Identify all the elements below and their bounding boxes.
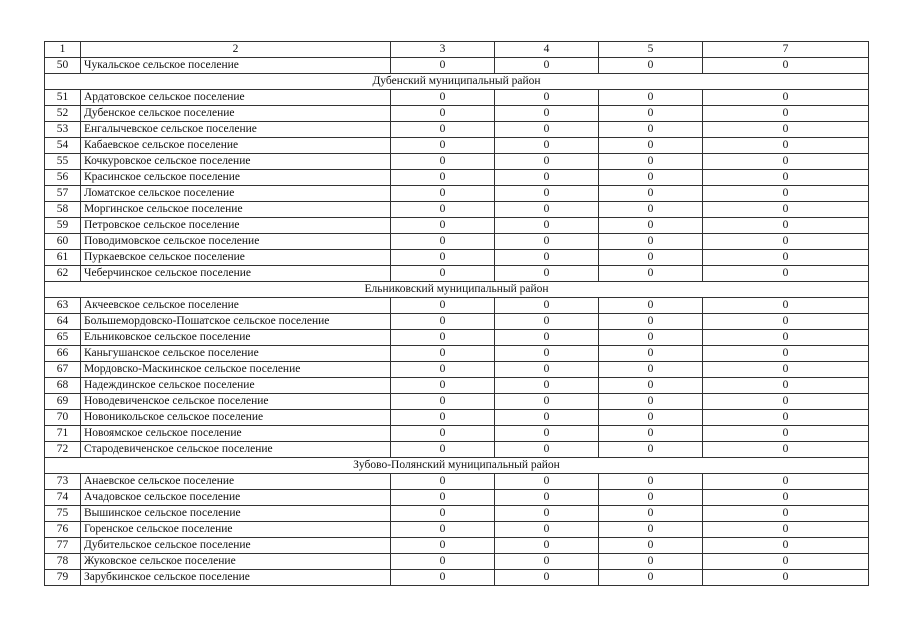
value-cell-col4: 0 [495,506,599,522]
value-cell-col7: 0 [703,186,869,202]
value-cell-col5: 0 [599,106,703,122]
value-cell-col4: 0 [495,154,599,170]
row-number-cell: 68 [45,378,81,394]
settlement-name-cell: Новоямское сельское поселение [81,426,391,442]
value-cell-col7: 0 [703,138,869,154]
value-cell-col4: 0 [495,426,599,442]
settlement-name-cell: Енгалычевское сельское поселение [81,122,391,138]
value-cell-col7: 0 [703,330,869,346]
value-cell-col5: 0 [599,474,703,490]
value-cell-col7: 0 [703,490,869,506]
value-cell-col7: 0 [703,298,869,314]
value-cell-col3: 0 [391,442,495,458]
district-title: Ельниковский муниципальный район [45,282,869,298]
value-cell-col4: 0 [495,554,599,570]
value-cell-col3: 0 [391,474,495,490]
column-number-cell: 2 [81,42,391,58]
settlement-name-cell: Дубенское сельское поселение [81,106,391,122]
value-cell-col5: 0 [599,538,703,554]
value-cell-col7: 0 [703,522,869,538]
row-number-cell: 65 [45,330,81,346]
settlement-name-cell: Акчеевское сельское поселение [81,298,391,314]
settlement-name-cell: Пуркаевское сельское поселение [81,250,391,266]
row-number-cell: 70 [45,410,81,426]
value-cell-col5: 0 [599,506,703,522]
value-cell-col4: 0 [495,218,599,234]
value-cell-col3: 0 [391,538,495,554]
settlement-name-cell: Анаевское сельское поселение [81,474,391,490]
table-row [45,106,869,122]
value-cell-col4: 0 [495,362,599,378]
value-cell-col4: 0 [495,346,599,362]
value-cell-col3: 0 [391,234,495,250]
value-cell-col4: 0 [495,378,599,394]
settlement-name-cell: Стародевиченское сельское поселение [81,442,391,458]
value-cell-col3: 0 [391,346,495,362]
table-row [45,570,869,586]
value-cell-col3: 0 [391,154,495,170]
value-cell-col4: 0 [495,170,599,186]
table-row [45,170,869,186]
value-cell-col4: 0 [495,298,599,314]
value-cell-col3: 0 [391,122,495,138]
table-row [45,378,869,394]
value-cell-col5: 0 [599,442,703,458]
value-cell-col4: 0 [495,266,599,282]
value-cell-col4: 0 [495,394,599,410]
value-cell-col7: 0 [703,506,869,522]
settlement-name-cell: Горенское сельское поселение [81,522,391,538]
value-cell-col7: 0 [703,570,869,586]
value-cell-col7: 0 [703,90,869,106]
settlement-name-cell: Каньгушанское сельское поселение [81,346,391,362]
district-title: Зубово-Полянский муниципальный район [45,458,869,474]
settlements-table [44,41,869,586]
value-cell-col3: 0 [391,490,495,506]
row-number-cell: 64 [45,314,81,330]
table-row [45,58,869,74]
column-number-cell: 7 [703,42,869,58]
table-body [45,42,869,586]
row-number-cell: 60 [45,234,81,250]
value-cell-col3: 0 [391,394,495,410]
value-cell-col5: 0 [599,202,703,218]
value-cell-col3: 0 [391,202,495,218]
table-row [45,138,869,154]
district-header-row [45,282,869,298]
value-cell-col3: 0 [391,298,495,314]
settlement-name-cell: Ачадовское сельское поселение [81,490,391,506]
table-row [45,314,869,330]
value-cell-col3: 0 [391,362,495,378]
settlement-name-cell: Большемордовско-Пошатское сельское поселение [81,314,391,330]
row-number-cell: 55 [45,154,81,170]
row-number-cell: 74 [45,490,81,506]
value-cell-col4: 0 [495,106,599,122]
row-number-cell: 54 [45,138,81,154]
table-row [45,298,869,314]
value-cell-col4: 0 [495,314,599,330]
table-row [45,250,869,266]
value-cell-col3: 0 [391,266,495,282]
row-number-cell: 51 [45,90,81,106]
value-cell-col3: 0 [391,58,495,74]
value-cell-col7: 0 [703,106,869,122]
value-cell-col4: 0 [495,90,599,106]
settlement-name-cell: Кабаевское сельское поселение [81,138,391,154]
table-row [45,202,869,218]
value-cell-col5: 0 [599,266,703,282]
row-number-cell: 75 [45,506,81,522]
table-row [45,506,869,522]
value-cell-col4: 0 [495,234,599,250]
value-cell-col7: 0 [703,362,869,378]
value-cell-col3: 0 [391,138,495,154]
row-number-cell: 71 [45,426,81,442]
settlement-name-cell: Ельниковское сельское поселение [81,330,391,346]
value-cell-col5: 0 [599,330,703,346]
table-row [45,218,869,234]
value-cell-col3: 0 [391,90,495,106]
table-row [45,186,869,202]
value-cell-col4: 0 [495,202,599,218]
settlement-name-cell: Зарубкинское сельское поселение [81,570,391,586]
row-number-cell: 53 [45,122,81,138]
value-cell-col3: 0 [391,106,495,122]
table-row [45,154,869,170]
row-number-cell: 78 [45,554,81,570]
row-number-cell: 63 [45,298,81,314]
value-cell-col5: 0 [599,186,703,202]
value-cell-col5: 0 [599,570,703,586]
value-cell-col5: 0 [599,378,703,394]
value-cell-col7: 0 [703,378,869,394]
value-cell-col4: 0 [495,330,599,346]
table-row [45,538,869,554]
settlement-name-cell: Красинское сельское поселение [81,170,391,186]
value-cell-col7: 0 [703,426,869,442]
value-cell-col5: 0 [599,554,703,570]
settlement-name-cell: Чеберчинское сельское поселение [81,266,391,282]
value-cell-col5: 0 [599,234,703,250]
value-cell-col4: 0 [495,250,599,266]
table-row [45,474,869,490]
value-cell-col3: 0 [391,554,495,570]
value-cell-col3: 0 [391,506,495,522]
value-cell-col7: 0 [703,250,869,266]
value-cell-col5: 0 [599,362,703,378]
settlement-name-cell: Ардатовское сельское поселение [81,90,391,106]
value-cell-col5: 0 [599,90,703,106]
value-cell-col7: 0 [703,346,869,362]
value-cell-col5: 0 [599,58,703,74]
value-cell-col7: 0 [703,538,869,554]
value-cell-col5: 0 [599,314,703,330]
value-cell-col3: 0 [391,218,495,234]
value-cell-col4: 0 [495,410,599,426]
value-cell-col7: 0 [703,154,869,170]
value-cell-col5: 0 [599,490,703,506]
table-row [45,394,869,410]
table-row [45,346,869,362]
row-number-cell: 76 [45,522,81,538]
row-number-cell: 57 [45,186,81,202]
row-number-cell: 56 [45,170,81,186]
value-cell-col7: 0 [703,554,869,570]
value-cell-col4: 0 [495,138,599,154]
value-cell-col5: 0 [599,170,703,186]
value-cell-col4: 0 [495,186,599,202]
value-cell-col7: 0 [703,218,869,234]
table-row [45,266,869,282]
value-cell-col5: 0 [599,218,703,234]
row-number-cell: 58 [45,202,81,218]
table-row [45,442,869,458]
value-cell-col3: 0 [391,426,495,442]
value-cell-col3: 0 [391,250,495,266]
value-cell-col7: 0 [703,410,869,426]
column-number-cell: 1 [45,42,81,58]
value-cell-col4: 0 [495,522,599,538]
district-title: Дубенский муниципальный район [45,74,869,90]
value-cell-col3: 0 [391,330,495,346]
value-cell-col5: 0 [599,410,703,426]
row-number-cell: 59 [45,218,81,234]
table-row [45,522,869,538]
value-cell-col5: 0 [599,138,703,154]
value-cell-col5: 0 [599,250,703,266]
row-number-cell: 67 [45,362,81,378]
value-cell-col7: 0 [703,58,869,74]
value-cell-col7: 0 [703,474,869,490]
table-row [45,554,869,570]
table-row [45,90,869,106]
column-number-cell: 3 [391,42,495,58]
column-number-cell: 4 [495,42,599,58]
value-cell-col3: 0 [391,410,495,426]
value-cell-col3: 0 [391,570,495,586]
value-cell-col7: 0 [703,170,869,186]
settlement-name-cell: Ломатское сельское поселение [81,186,391,202]
value-cell-col5: 0 [599,522,703,538]
value-cell-col3: 0 [391,522,495,538]
value-cell-col7: 0 [703,266,869,282]
row-number-cell: 73 [45,474,81,490]
row-number-cell: 72 [45,442,81,458]
value-cell-col7: 0 [703,234,869,250]
value-cell-col4: 0 [495,58,599,74]
value-cell-col5: 0 [599,394,703,410]
settlement-name-cell: Жуковское сельское поселение [81,554,391,570]
value-cell-col5: 0 [599,426,703,442]
row-number-cell: 61 [45,250,81,266]
row-number-cell: 79 [45,570,81,586]
value-cell-col7: 0 [703,314,869,330]
settlement-name-cell: Новодевиченское сельское поселение [81,394,391,410]
settlement-name-cell: Новоникольское сельское поселение [81,410,391,426]
value-cell-col7: 0 [703,394,869,410]
value-cell-col7: 0 [703,202,869,218]
value-cell-col3: 0 [391,170,495,186]
settlement-name-cell: Надеждинское сельское поселение [81,378,391,394]
column-number-cell: 5 [599,42,703,58]
table-row [45,490,869,506]
row-number-cell: 77 [45,538,81,554]
column-number-header-row [45,42,869,58]
settlement-name-cell: Поводимовское сельское поселение [81,234,391,250]
table-row [45,122,869,138]
value-cell-col4: 0 [495,490,599,506]
value-cell-col3: 0 [391,314,495,330]
value-cell-col5: 0 [599,298,703,314]
row-number-cell: 62 [45,266,81,282]
settlement-name-cell: Вышинское сельское поселение [81,506,391,522]
settlement-name-cell: Кочкуровское сельское поселение [81,154,391,170]
value-cell-col7: 0 [703,442,869,458]
value-cell-col5: 0 [599,346,703,362]
settlement-name-cell: Дубительское сельское поселение [81,538,391,554]
value-cell-col4: 0 [495,442,599,458]
settlement-name-cell: Петровское сельское поселение [81,218,391,234]
value-cell-col4: 0 [495,570,599,586]
table-row [45,330,869,346]
value-cell-col4: 0 [495,122,599,138]
value-cell-col5: 0 [599,122,703,138]
table-row [45,362,869,378]
row-number-cell: 52 [45,106,81,122]
settlement-name-cell: Моргинское сельское поселение [81,202,391,218]
row-number-cell: 69 [45,394,81,410]
value-cell-col4: 0 [495,538,599,554]
district-header-row [45,458,869,474]
district-header-row [45,74,869,90]
row-number-cell: 50 [45,58,81,74]
value-cell-col4: 0 [495,474,599,490]
table-row [45,234,869,250]
value-cell-col3: 0 [391,378,495,394]
value-cell-col3: 0 [391,186,495,202]
row-number-cell: 66 [45,346,81,362]
table-row [45,410,869,426]
value-cell-col7: 0 [703,122,869,138]
value-cell-col5: 0 [599,154,703,170]
settlement-name-cell: Мордовско-Маскинское сельское поселение [81,362,391,378]
table-row [45,426,869,442]
settlement-name-cell: Чукальское сельское поселение [81,58,391,74]
